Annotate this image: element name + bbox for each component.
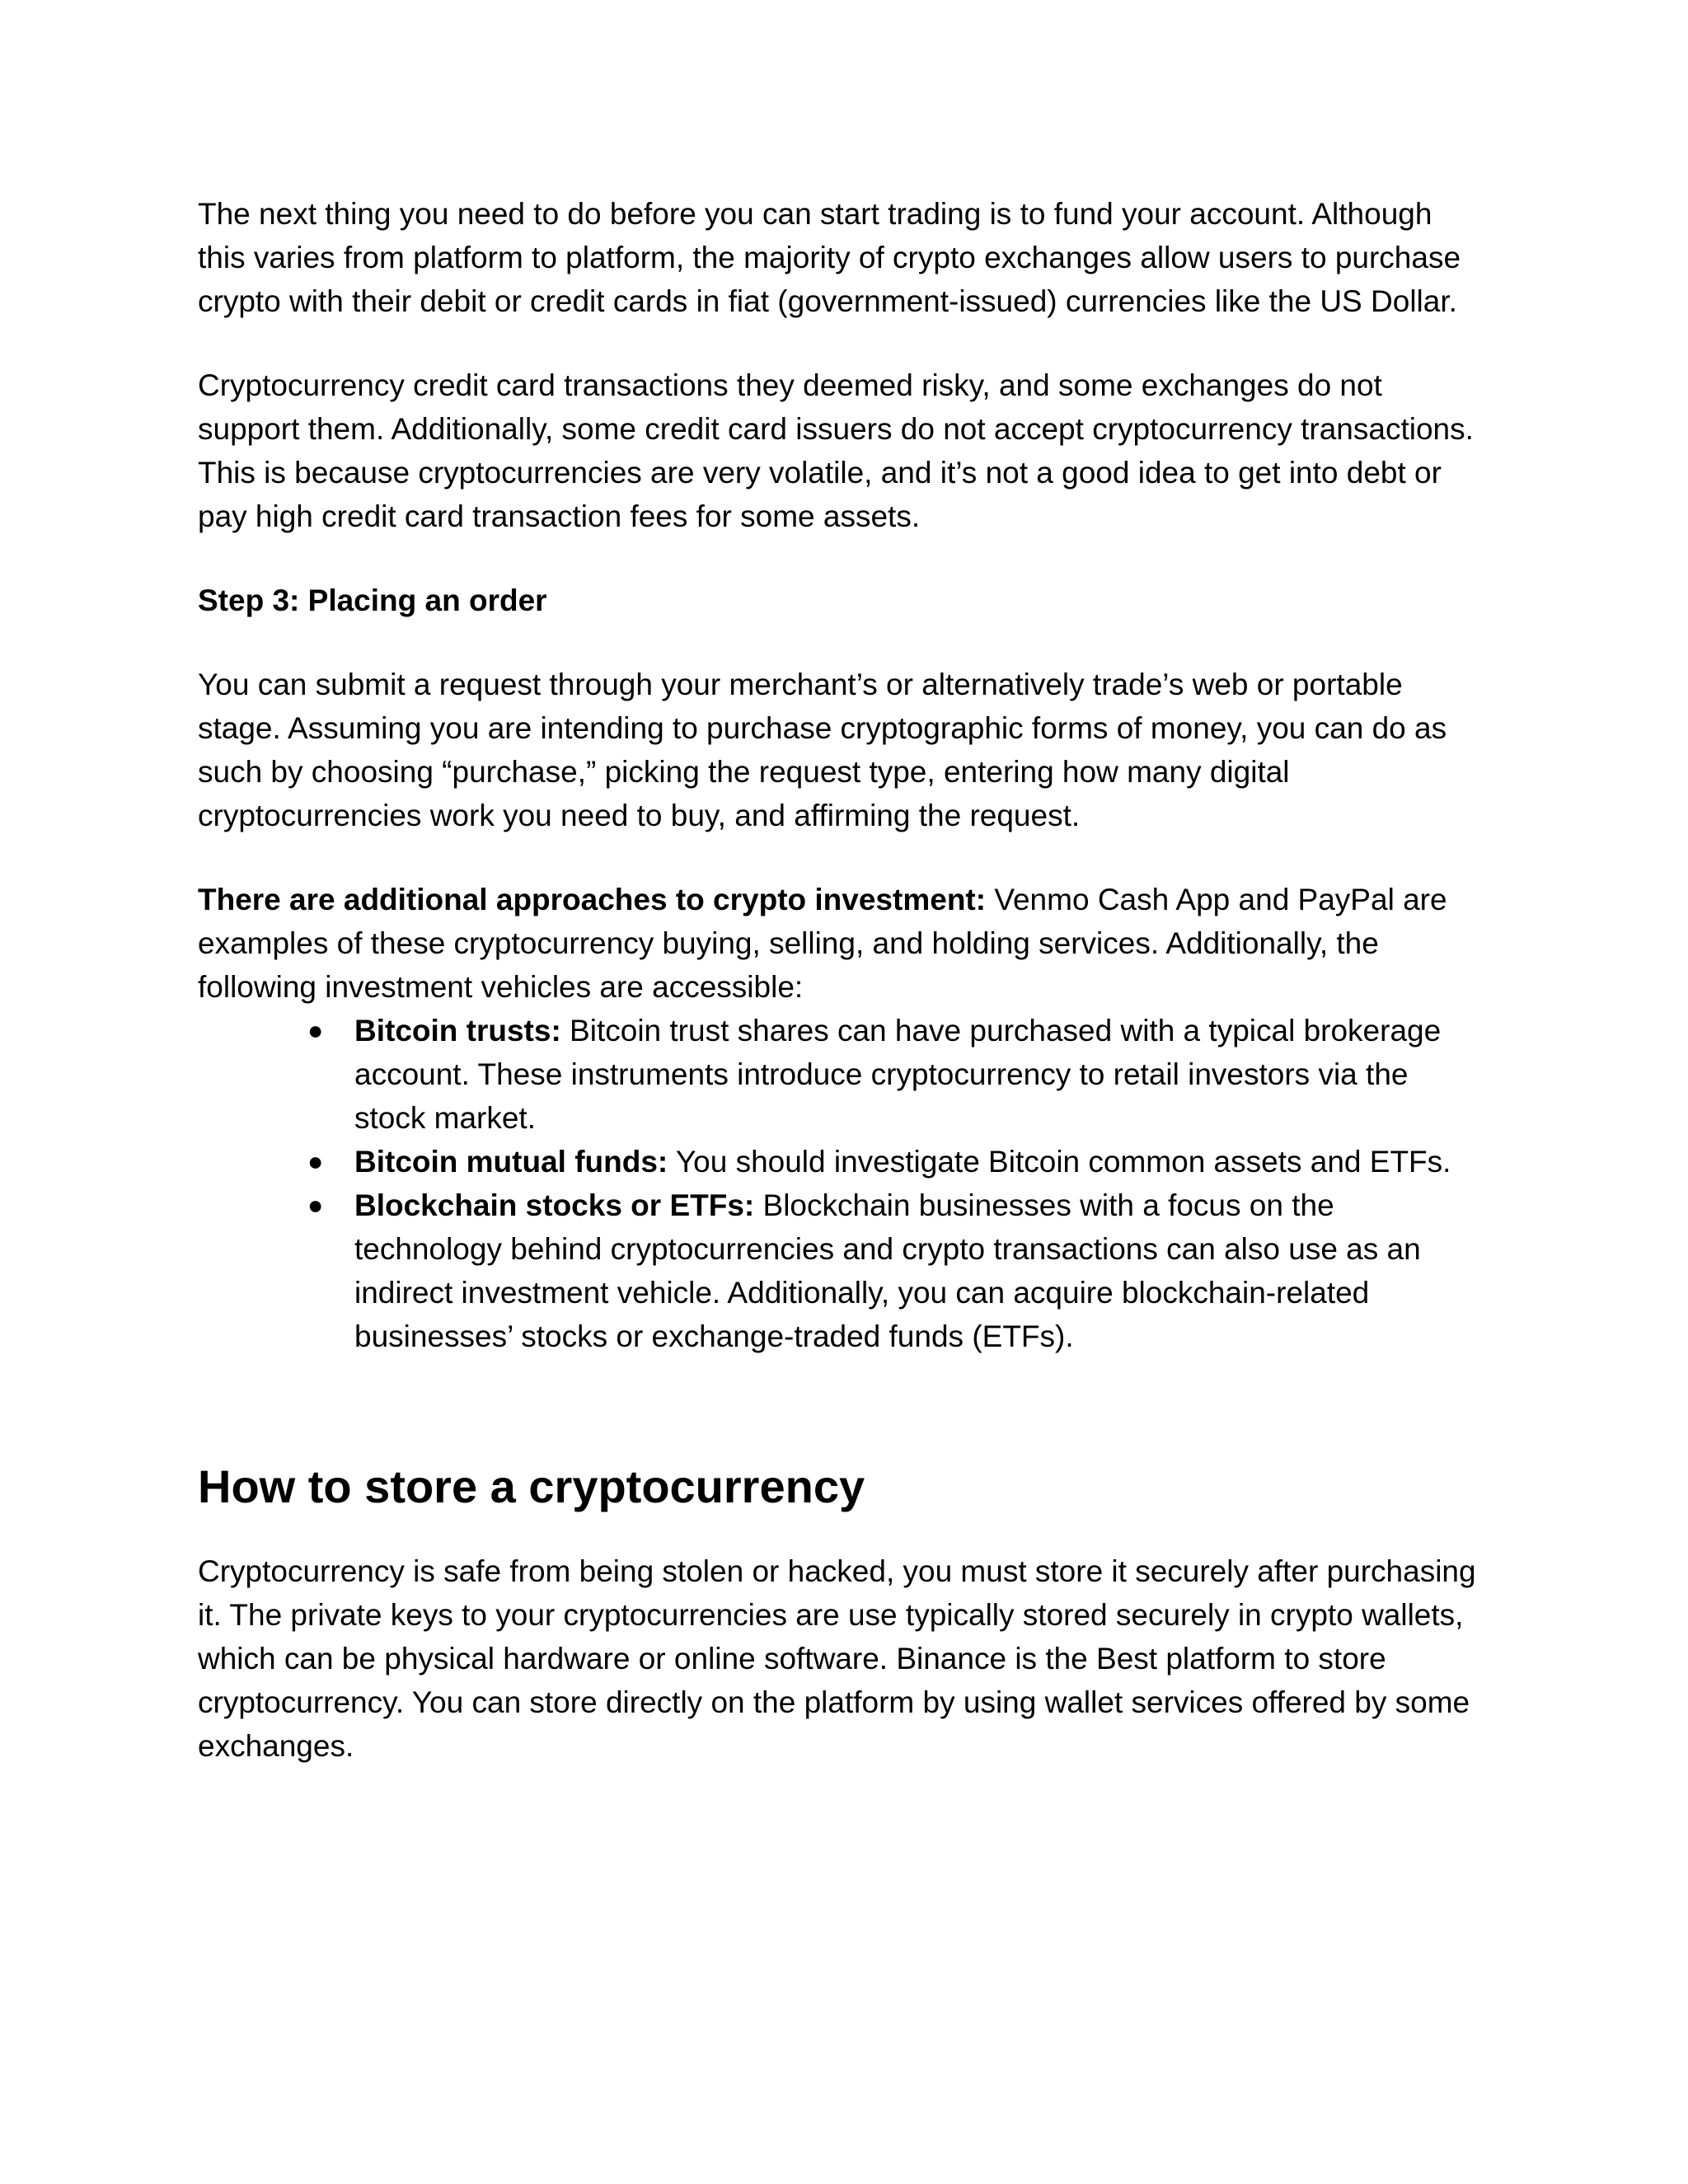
paragraph-placing-order: You can submit a request through your merchant’s or alternatively trade’s web or portable stage. Assuming you are intending to purchase cryptographic forms of money, you can do as such by choosing “purchase,” picking the request type, entering how many digital cryptocurrencies work you need to buy, and affirming the request.: [198, 668, 1447, 832]
step-3-heading: Step 3: Placing an order: [198, 583, 547, 617]
list-item: [307, 1183, 1484, 1358]
list-item-text: You should investigate Bitcoin common assets and ETFs.: [668, 1145, 1451, 1179]
document-body: [198, 192, 1484, 1768]
list-item: [307, 1009, 1484, 1140]
bullet-icon: ●: [307, 1015, 324, 1045]
list-item: [307, 1140, 1484, 1183]
paragraph-store-crypto: Cryptocurrency is safe from being stolen or hacked, you must store it securely after purchasing it. The private keys to your cryptocurrencies are use typically stored securely in crypto wallets, which can be physical hardware or online software. Binance is the Best platform to store cryptocurrency. You can store directly on the platform by using wallet services offered by some exchanges.: [198, 1554, 1476, 1763]
paragraph-additional-approaches: [198, 878, 1484, 1009]
investment-vehicles-list: [307, 1009, 1484, 1358]
list-item-text: Blockchain businesses with a focus on the technology behind cryptocurrencies and crypto transactions can also use as an indirect investment vehicle. Additionally, you can acquire blockchain-related businesses’ stocks or exchange-traded funds (ETFs).: [354, 1188, 1421, 1353]
additional-approaches-text: Venmo Cash App and PayPal are examples of these cryptocurrency buying, selling, and holding services. Additionally, the following investment vehicles are accessible:: [198, 883, 1447, 1004]
list-item-term: Bitcoin mutual funds:: [354, 1145, 668, 1179]
bullet-icon: ●: [307, 1190, 324, 1220]
bullet-icon: ●: [307, 1146, 324, 1176]
list-item-term: Bitcoin trusts:: [354, 1014, 561, 1047]
list-item-term: Blockchain stocks or ETFs:: [354, 1188, 755, 1222]
section-heading: How to store a cryptocurrency: [198, 1460, 865, 1512]
list-item-text: Bitcoin trust shares can have purchased with a typical brokerage account. These instruments introduce cryptocurrency to retail investors via the stock market.: [354, 1014, 1442, 1135]
additional-approaches-lead: There are additional approaches to crypto investment:: [198, 883, 987, 916]
paragraph-credit-card-risk: Cryptocurrency credit card transactions they deemed risky, and some exchanges do not support them. Additionally, some credit card issuers do not accept cryptocurrency transactions. This is because cryptocurrencies are very volatile, and it’s not a good idea to get into debt or pay high credit card transaction fees for some assets.: [198, 368, 1474, 533]
paragraph-fund-account: The next thing you need to do before you can start trading is to fund your account. Although this varies from platform to platform, the majority of crypto exchanges allow users to purchase crypto with their debit or credit cards in fiat (government-issued) currencies like the US Dollar.: [198, 197, 1461, 318]
